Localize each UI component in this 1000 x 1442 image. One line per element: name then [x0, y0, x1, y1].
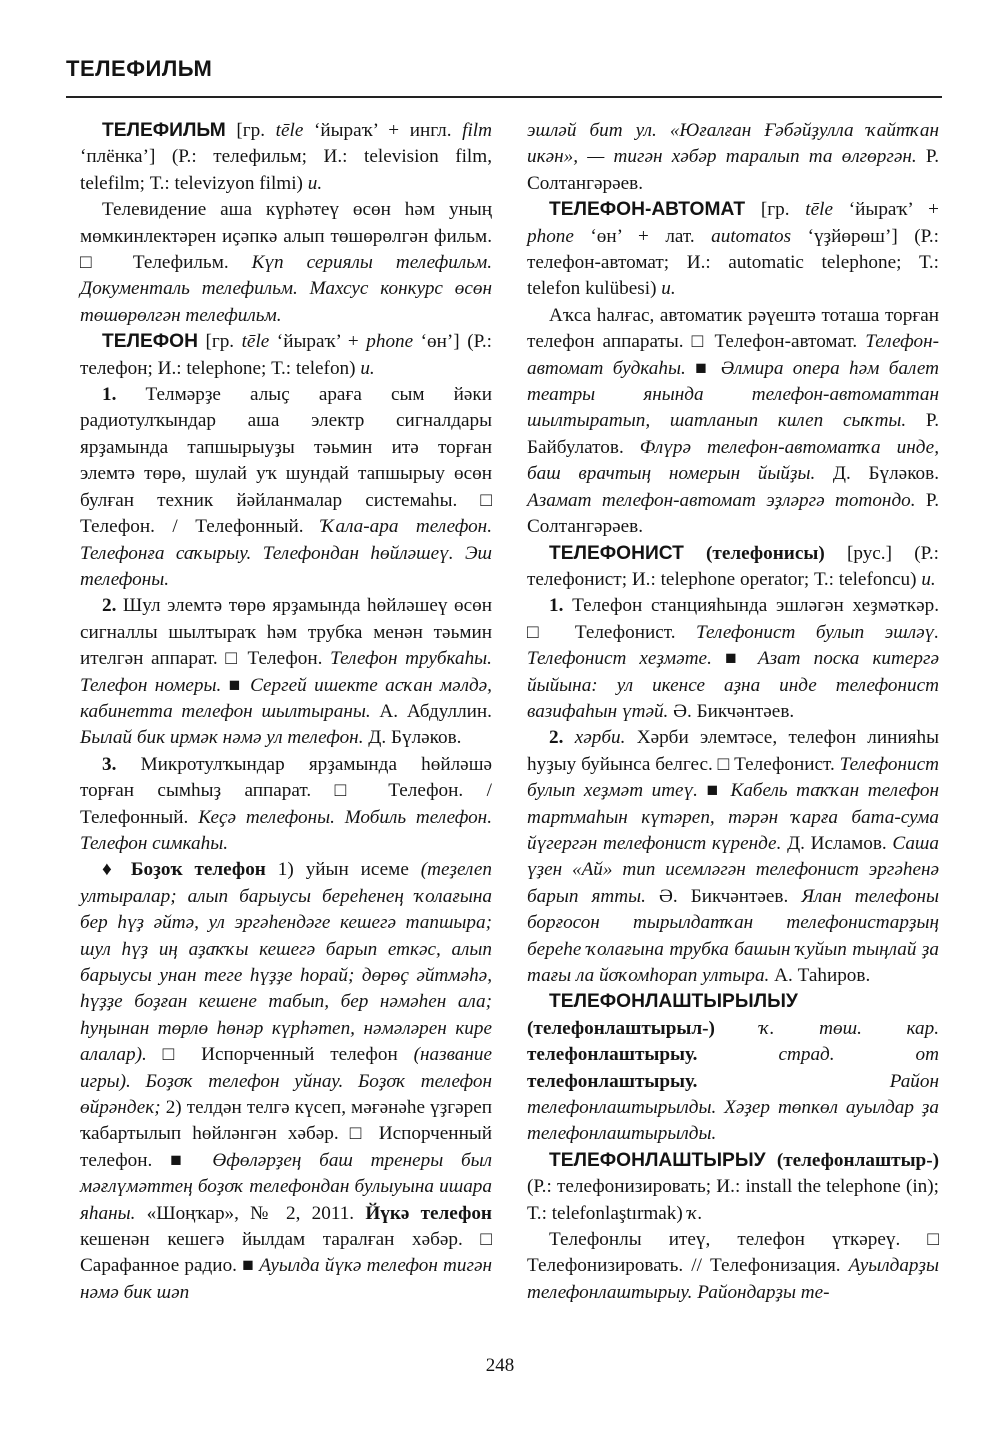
sense-1: 1. Телефон станцияһында эшләгән хеҙмәткәр. □ Телефонист. Телефонист булып эшләү. Телефонист хеҙмәте. ■ Азат поска китергә йыйына: ул икенсе аҙна инде телефонист вазифаһын үтәй. Ә. Бикчәнтәев. [527, 595, 939, 722]
headword: ТЕЛЕФОНЛАШТЫРЫУ [549, 1149, 766, 1171]
definition: Телевидение аша күрһәтеү өсөн һәм уның мөмкинлектәрен иҫәпкә алып төшөрөлгән фильм. □ Телефильм. Күп сериялы телефильм. Документаль телефильм. Махсус конкурс өсөн төшөрөлгән телефильм. [80, 199, 493, 326]
headword: ТЕЛЕФИЛЬМ [102, 120, 226, 141]
idiom-block: ♦ Боҙоҡ телефон 1) уйын исеме (теҙелеп ултыралар; алып барыусы береһенең ҡолағына бер һүҙ әйтә, ул эргәһендәге кешегә тапшыра; шул һүҙ иң аҙаҡҡы кешегә барып еткәс, алып барыусы унан теге һүҙҙе һорай; дөрөҫ әйтмәһә, һүҙҙе боҙған кешене табып, бер нәмәһен ала; һуңынан төрлө һөнәр күрһәтеп, нәмәләрен кире алалар). □ Испорченный телефон (название игры). Боҙоҡ телефон уйнау. Боҙоҡ телефон өйрәндек; 2) телдән телгә күсеп, мәғәнәһе үҙгәреп ҡабартылып һөйләнгән хәбәр. □ Испорченный телефон. ■ Өфөләрҙең баш тренеры был мәғлүмәттең боҙоҡ телефондан булыуына ишара яһаны. «Шоңҡар», № 2, 2011. Йүкә телефон кешенән кешегә йылдам таралған хәбәр. □ Сарафанное радио. ■ Ауылда йүкә телефон тигән нәмә бик шәп [80, 859, 493, 1303]
headword: ТЕЛЕФОНИСТ [549, 542, 684, 564]
sense-3: 3. Микротулҡындар ярҙамында һөйләшә торған сымһыҙ аппарат. □ Телефон. / Телефонный. Кеҫә телефоны. Мобиль телефон. Телефон симкаһы. [80, 753, 492, 854]
header-rule [66, 96, 942, 98]
right-column [527, 118, 939, 1306]
page-number: 248 [485, 1355, 515, 1376]
headword: ТЕЛЕФОН [102, 331, 198, 353]
entry-telefon: ТЕЛЕФОН [гр. tēle ‘йыраҡ’ + phone ‘өн’] (Р.: телефон; И.: telephone; Т.: telefon) и. [80, 331, 492, 379]
sense-1: 1. Телмәрҙе алыҫ араға сым йәки радиотулҡындар аша электр сигналдары ярҙамында тапшырыуҙы тәьмин итә торған элемтә төрө, шулай уҡ шундай тапшырыу өсөн булған техник йәйланмалар системаһы. □ Телефон. / Телефонный. Ҡала-ара телефон. Телефонға саҡырыу. Телефондан һөйләшеү. Эш телефоны. [80, 384, 492, 590]
entry-telefonlashtyryu: ТЕЛЕФОНЛАШТЫРЫУ (телефонлаштыр-) (Р.: телефонизировать; И.: install the telephone (in); Т.: telefonlaştırmak) ҡ. [527, 1149, 939, 1224]
continuation: эшләй бит ул. «Юғалған Ғәбәйҙулла ҡайтҡан икән», — тигән хәбәр таралып та өлгөргән. Р. Солтангәрәев. [527, 120, 939, 194]
entry-telefonlashtyrylyu: ТЕЛЕФОНЛАШТЫРЫЛЫУ (телефонлаштырыл-) ҡ. төш. кар. телефонлаштырыу. страд. от телефонлаштырыу. Район телефонлаштырылды. Хәҙер төпкөл ауылдар ҙа телефонлаштырылды. [527, 991, 940, 1145]
entry-telefonist: ТЕЛЕФОНИСТ (телефонисы) [рус.] (Р.: телефонист; И.: telephone operator; Т.: telefoncu) и. [527, 542, 939, 590]
running-header: ТЕЛЕФИЛЬМ [66, 56, 213, 81]
definition: Телефонлы итеү, телефон үткәреү. □ Телефонизировать. // Телефонизация. Ауылдарҙы телефонлаштырыу. Райондарҙы те- [527, 1229, 939, 1303]
sense-2: 2. хәрби. Хәрби элемтәсе, телефон линияһы һуҙыу буйынса белгес. □ Телефонист. Телефонист булып хеҙмәт итеү. ■ Кабель таҡҡан телефон тартмаһын күтәреп, тәрән ҡарға бата-сума йүгергән телефонист күренде. Д. Исламов. Саша үҙен «Ай» тип исемләгән телефонист эргәһенә барып ятты. Ә. Бикчәнтәев. Ялан телефоны борғосон тырылдатҡан телефонистарҙың береһе ҡолағына трубка башын ҡуйып тыңлай ҙа тағы ла йоҡомһорап ултыра. А. Таһиров. [527, 727, 939, 986]
left-column [80, 118, 492, 1306]
diamond-icon: ♦ [102, 859, 131, 881]
definition: Аҡса һалғас, автоматик рәүештә тоташа торған телефон аппараты. □ Телефон-автомат. Телефон-автомат будкаһы. ■ Әлмира опера һәм балет театры янында телефон-автоматтан шылтыратып, шатланып килеп сыҡты. Р. Байбулатов. Флүрә телефон-автоматҡа инде, баш врачтың номерын йыйҙы. Д. Бүләков. Азамат телефон-автомат эҙләргә тотондо. Р. Солтангәрәев. [527, 304, 939, 538]
headword: ТЕЛЕФОН-АВТОМАТ [549, 199, 746, 221]
entry-telefilm: ТЕЛЕФИЛЬМ [гр. tēle ‘йыраҡ’ + ингл. film ‘плёнка’] (Р.: телефильм; И.: television film, telefilm; Т.: televizyon filmi) и. [80, 120, 492, 194]
sense-2: 2. Шул элемтә төрө ярҙамында һөйләшеү өсөн сигналлы шылтыраҡ һәм трубка менән тәьмин ителгән аппарат. □ Телефон. Телефон трубкаһы. Телефон номеры. ■ Сергей ишекте асҡан мәлдә, кабинетта телефон шылтыраны. А. Абдуллин. Былай бик ирмәк нәмә ул телефон. Д. Бүләков. [80, 595, 492, 749]
entry-telefon-avtomat: ТЕЛЕФОН-АВТОМАТ [гр. tēle ‘йыраҡ’ + phone ‘өн’ + лат. automatos ‘үҙйөрөш’] (Р.: телефон-автомат; И.: automatic telephone; Т.: telefon kulübesi) и. [527, 199, 939, 300]
headword: ТЕЛЕФОНЛАШТЫРЫЛЫУ [549, 991, 798, 1013]
